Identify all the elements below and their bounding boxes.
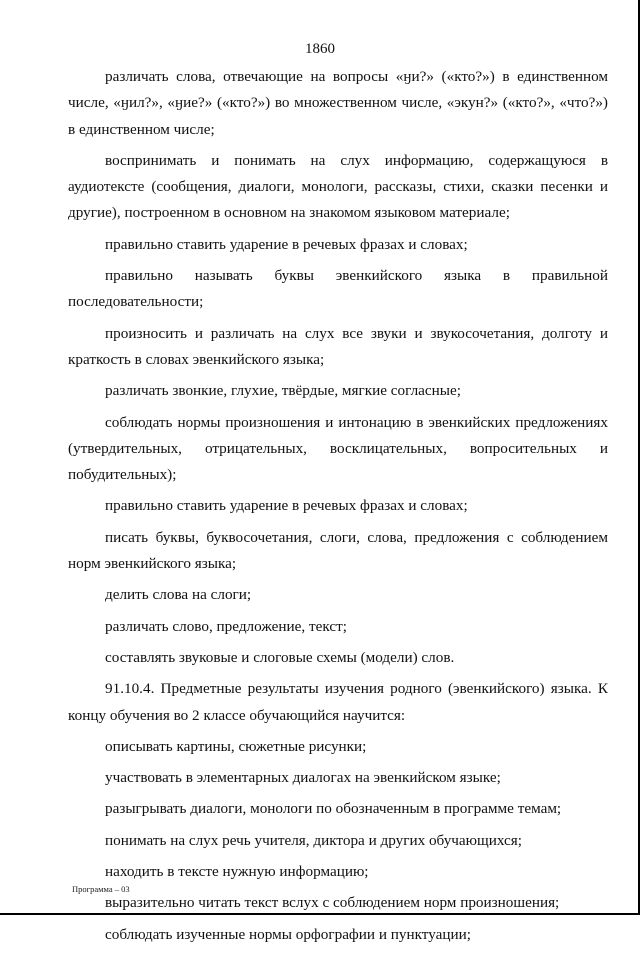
paragraph: делить слова на слоги; <box>105 586 252 604</box>
page-number: 1860 <box>305 41 335 57</box>
paragraph: писать буквы, буквосочетания, слоги, слова, предложения с соблюдением норм эвенкийского языка; <box>68 528 608 573</box>
paragraph: описывать картины, сюжетные рисунки; <box>105 737 367 755</box>
paragraph: разыгрывать диалоги, монологи по обозначенным в программе темам; <box>105 800 562 818</box>
paragraph: различать слово, предложение, текст; <box>105 617 347 635</box>
paragraph: составлять звуковые и слоговые схемы (модели) слов. <box>105 648 455 666</box>
paragraph: различать слова, отвечающие на вопросы «ӈи?» («кто?») в единственном числе, «ӈил?», «ӈие?» («кто?») во множественном числе, «экун?» («кто?», «что?») в единственном числе; <box>68 68 608 138</box>
paragraph: правильно называть буквы эвенкийского языка в правильной последовательности; <box>68 267 608 311</box>
paragraph: находить в тексте нужную информацию; <box>105 863 369 881</box>
paragraph: произносить и различать на слух все звуки и звукосочетания, долготу и краткость в словах эвенкийского языка; <box>68 324 608 368</box>
paragraph: воспринимать и понимать на слух информацию, содержащуюся в аудиотексте (сообщения, диалоги, монологи, рассказы, стихи, сказки песенки и другие), построенном в основном на знакомом языковом материале; <box>68 151 608 222</box>
paragraph: участвовать в элементарных диалогах на эвенкийском языке; <box>105 769 501 787</box>
paragraph: выразительно читать текст вслух с соблюдением норм произношения; <box>105 894 560 912</box>
section-heading-paragraph: 91.10.4. Предметные результаты изучения родного (эвенкийского) языка. К концу обучения во 2 классе обучающийся научится: <box>68 680 608 724</box>
paragraph: понимать на слух речь учителя, диктора и других обучающихся; <box>105 831 522 849</box>
footer-label: Программа – 03 <box>72 884 130 894</box>
paragraph: правильно ставить ударение в речевых фразах и словах; <box>105 235 468 253</box>
paragraph: правильно ставить ударение в речевых фразах и словах; <box>105 497 468 515</box>
paragraph: соблюдать нормы произношения и интонацию в эвенкийских предложениях (утвердительных, отрицательных, восклицательных, вопросительных и побудительных); <box>68 413 608 484</box>
paragraph: соблюдать изученные нормы орфографии и пунктуации; <box>105 925 471 943</box>
paragraph: различать звонкие, глухие, твёрдые, мягкие согласные; <box>105 382 461 400</box>
body-text <box>68 64 608 953</box>
